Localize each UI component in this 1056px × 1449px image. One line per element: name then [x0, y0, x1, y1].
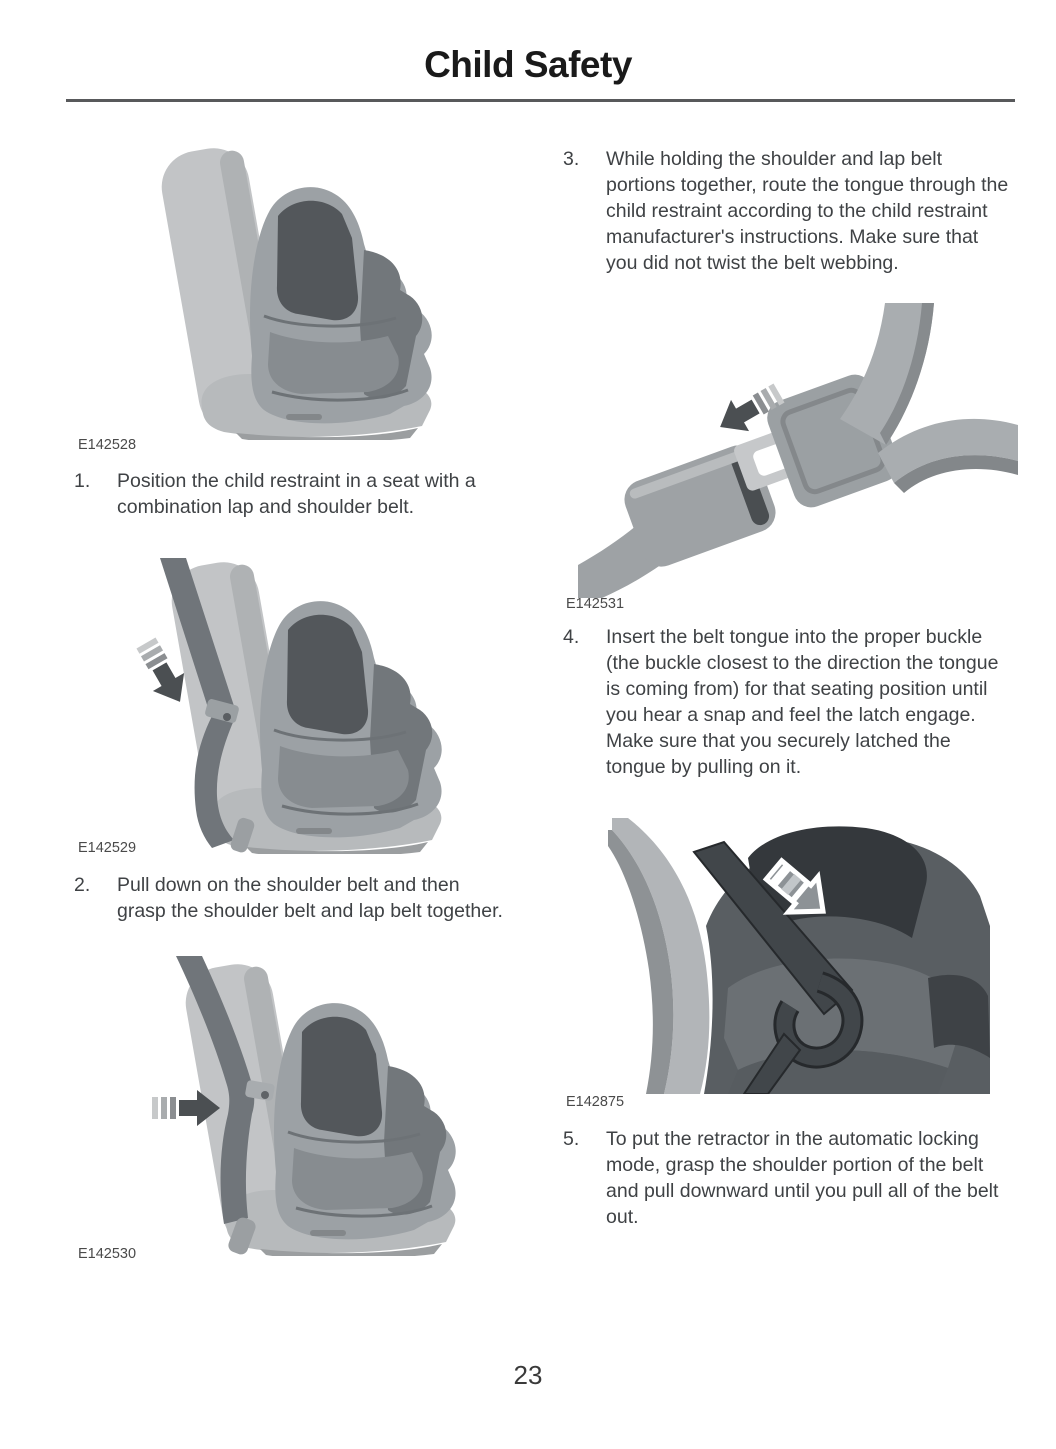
figure-shoulder-belt-pull — [100, 558, 468, 854]
page-number: 23 — [513, 1360, 543, 1390]
child-seat-belt-pinch-illustration — [100, 956, 485, 1256]
step-text: Insert the belt tongue into the proper buckle (the buckle closest to the direction the tongue is coming from) for that seating position until you hear a snap and feel the latch engage. Make sure that you securely latched the tongue by pulling on it. — [606, 626, 999, 778]
figure-grasp-belts — [100, 956, 485, 1256]
figure-belt-routed-closeup — [608, 818, 990, 1094]
step-number: 5. — [563, 1128, 580, 1150]
step-number: 4. — [563, 626, 580, 648]
step-text: While holding the shoulder and lap belt portions together, route the tongue through the child restraint according to the child restraint manufacturer's instructions. Make sure that you did not twist the belt webbing. — [606, 148, 1009, 274]
seat-belt-buckle-illustration — [578, 303, 1018, 598]
step-item-5 — [563, 1126, 1015, 1230]
belt-loop-closeup-illustration — [608, 818, 990, 1094]
figure-caption: E142528 — [78, 437, 137, 453]
figure-tongue-and-buckle — [578, 303, 1018, 598]
step-number: 1. — [74, 470, 91, 492]
step-item-1 — [74, 468, 510, 520]
figure-child-restraint-on-seat — [146, 146, 446, 440]
figure-caption: E142530 — [78, 1246, 137, 1262]
step-text: Pull down on the shoulder belt and then grasp the shoulder belt and lap belt together. — [117, 874, 503, 922]
step-text: Position the child restraint in a seat with a combination lap and shoulder belt. — [117, 470, 476, 518]
page-title: Child Safety — [424, 44, 632, 85]
step-number: 3. — [563, 148, 580, 170]
figure-caption: E142875 — [566, 1094, 625, 1110]
figure-caption: E142529 — [78, 840, 137, 856]
step-number: 2. — [74, 874, 91, 896]
child-seat-belt-illustration — [100, 558, 468, 854]
step-item-2 — [74, 872, 510, 924]
step-item-4 — [563, 624, 1015, 780]
child-seat-illustration — [146, 146, 446, 440]
step-item-3 — [563, 146, 1015, 276]
step-text: To put the retractor in the automatic locking mode, grasp the shoulder portion of the belt and pull downward until you pull all of the belt out. — [606, 1128, 999, 1228]
header-divider — [66, 99, 1015, 102]
figure-caption: E142531 — [566, 596, 625, 612]
